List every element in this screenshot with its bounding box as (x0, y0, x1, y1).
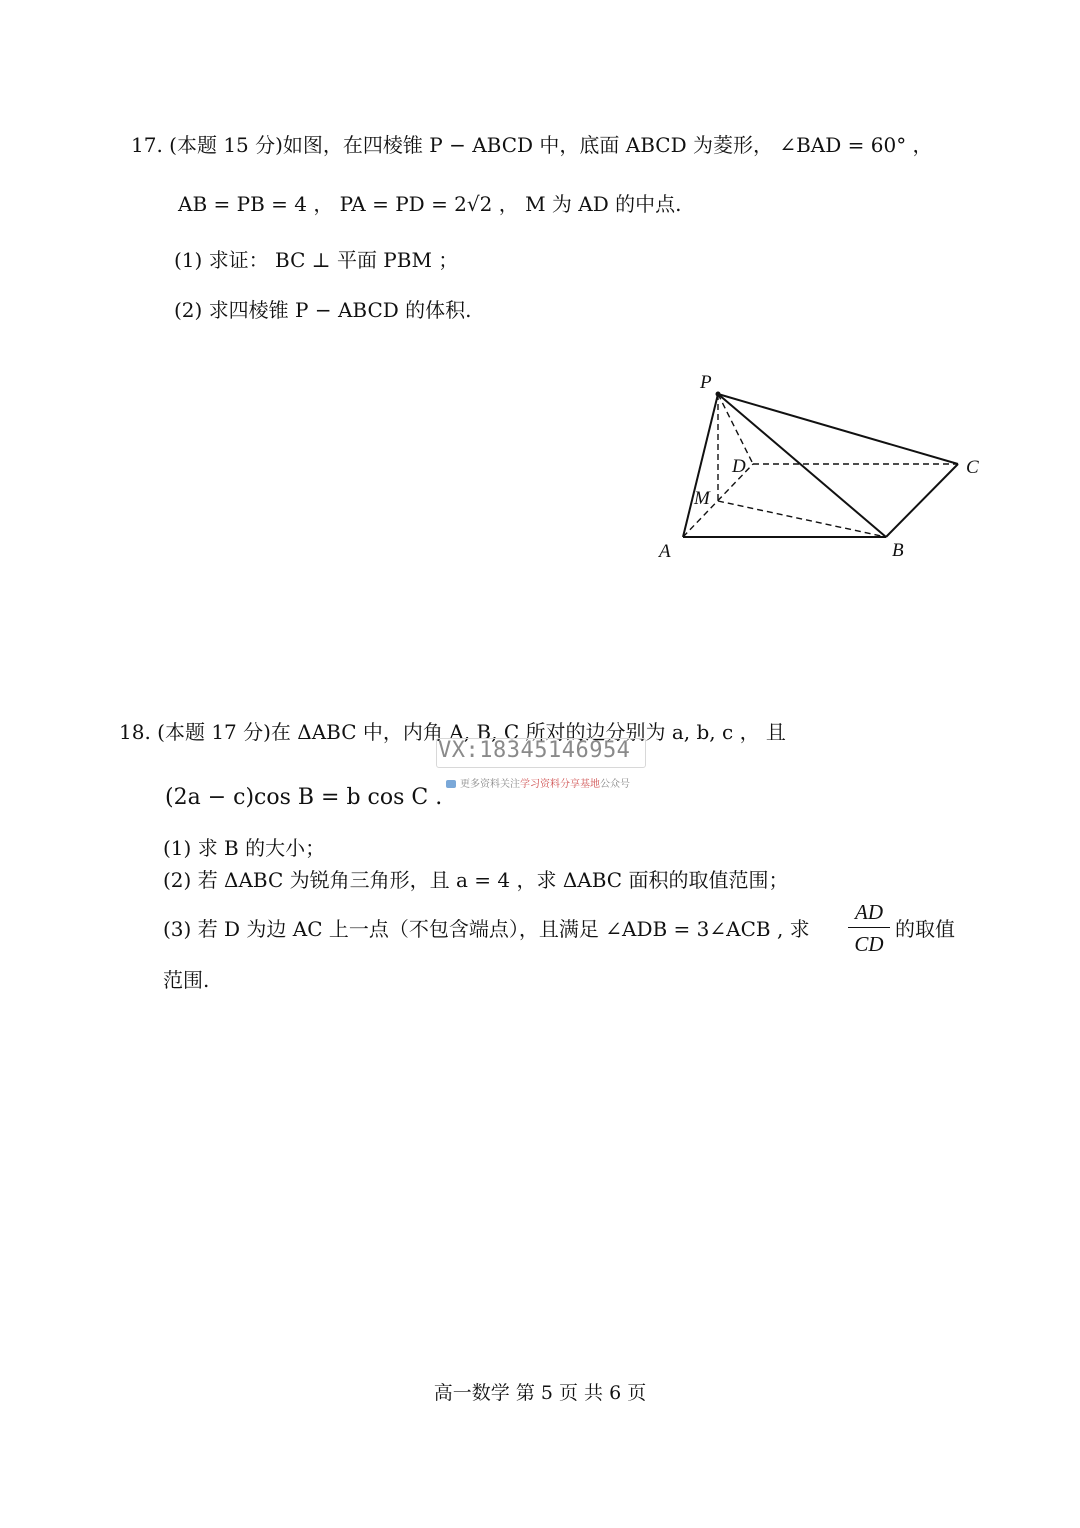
watermark-subline (446, 775, 630, 790)
q18-stem-line1: 18. (本题 17 分)在 ΔABC 中，内角 A, B, C 所对的边分别为 a, b, c ， 且 (119, 720, 786, 744)
label-A: A (659, 541, 671, 562)
label-D: D (732, 456, 746, 477)
pyramid-figure (640, 366, 1000, 566)
q17-part1: (1) 求证： BC ⊥ 平面 PBM ； (174, 248, 459, 272)
q18-stem-line2: (2a − c)cos B = b cos C . (165, 785, 443, 810)
edge-BC (886, 464, 958, 537)
watermark-sub-a: 更多资料关注 (460, 779, 520, 790)
label-B: B (892, 540, 904, 561)
edge-PD (718, 394, 753, 464)
q17-stem-line1: 17. (本题 15 分)如图，在四棱锥 P − ABCD 中，底面 ABCD 为菱形， ∠BAD = 60° ， (131, 133, 933, 157)
watermark-sub-c: 公众号 (600, 779, 630, 790)
fraction-AD-over-CD (848, 898, 890, 958)
edge-PC (718, 394, 958, 464)
vertex-P (716, 392, 721, 397)
edge-MB (718, 501, 886, 537)
label-P: P (700, 372, 712, 393)
q18-part3-tail: 的取值 (895, 917, 955, 941)
q17-stem-line2: AB = PB = 4 ， PA = PD = 2√2 ， M 为 AD 的中点. (178, 192, 682, 216)
label-M: M (694, 488, 710, 509)
fraction-numerator: AD (855, 900, 883, 924)
q17-part2: (2) 求四棱锥 P − ABCD 的体积. (174, 298, 472, 322)
fraction-denominator: CD (854, 932, 884, 956)
page-footer: 高一数学 第 5 页 共 6 页 (433, 1382, 647, 1404)
q18-part3: (3) 若 D 为边 AC 上一点（不包含端点），且满足 ∠ADB = 3∠ACB , 求 (163, 917, 810, 941)
watermark-id: VX:18345146954 (438, 738, 631, 763)
q18-part2: (2) 若 ΔABC 为锐角三角形，且 a = 4 ，求 ΔABC 面积的取值范围； (163, 868, 789, 892)
edge-PA (683, 394, 718, 537)
q18-part1: (1) 求 B 的大小； (163, 836, 326, 860)
fraction-bar (848, 927, 890, 928)
q18-part3-end: 范围. (163, 968, 210, 992)
label-C: C (966, 457, 979, 478)
book-icon (446, 780, 456, 788)
watermark-sub-b: 学习资料分享基地 (520, 779, 600, 790)
